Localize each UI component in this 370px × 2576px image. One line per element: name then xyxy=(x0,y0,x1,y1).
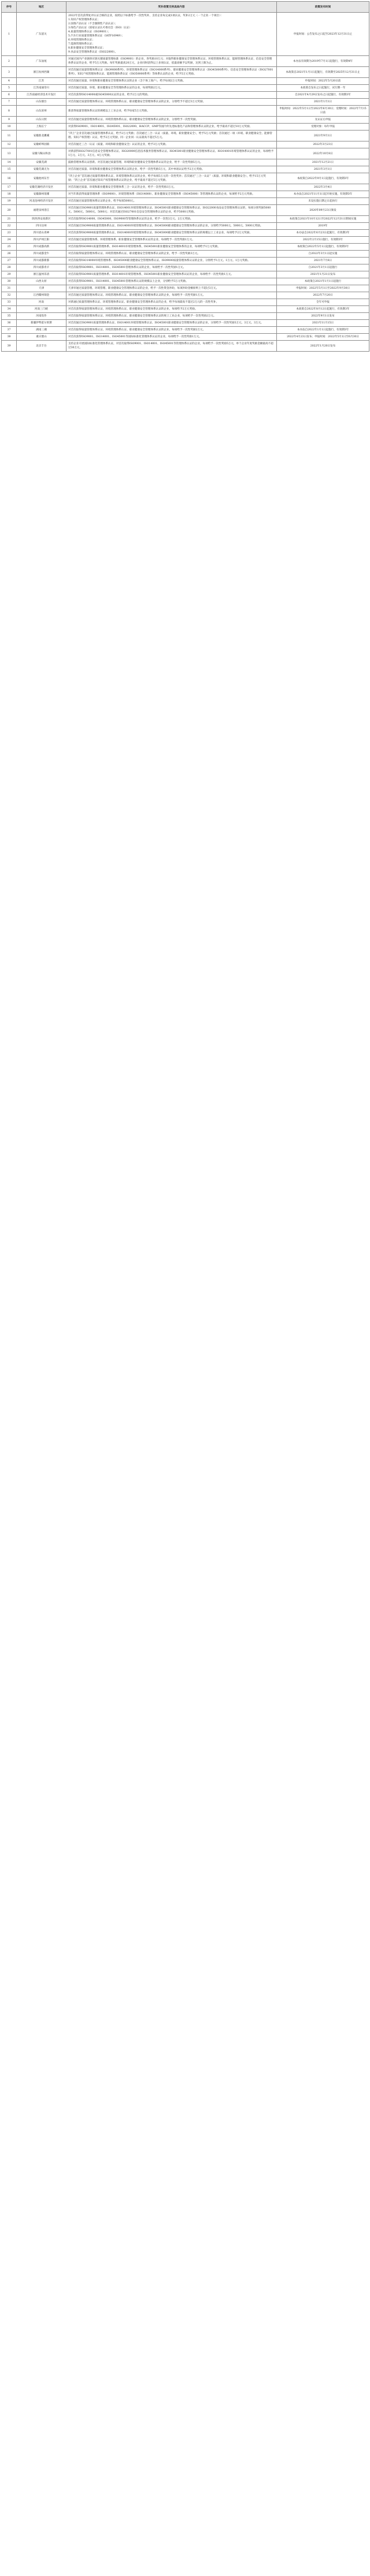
table-row xyxy=(2,184,369,191)
row-region: 广东汕尾 xyxy=(17,56,66,67)
row-content xyxy=(66,106,277,117)
row-number: 7 xyxy=(2,99,17,106)
content-line: 对首次取得质量管理体系认证、环境管理体系认证、职业健康安全管理体系认证的企业，给予一次性奖励3万元。 xyxy=(68,252,201,255)
table-row xyxy=(2,299,369,306)
row-time: 申报时间：公告发布之日起至2023年12月31日止 xyxy=(277,13,369,56)
content-line: 对首次通过质量管理体系认证的企业，给予每项5000元。 xyxy=(68,200,136,203)
row-time: 全年可申报 xyxy=(277,299,369,306)
table-row xyxy=(2,306,369,313)
row-time: 本政策自2021年10月12日至2022年12月31日期间实施 xyxy=(277,216,369,223)
content-line: 对首次通过质量、环境和职业健康安全管理体系三合一认证的企业，给予一次性奖励3万元。 xyxy=(68,186,176,189)
row-region: 新疆伊犁霍尔果斯 xyxy=(17,320,66,327)
row-number: 5 xyxy=(2,85,17,92)
row-number: 12 xyxy=(2,141,17,148)
content-line: 对首次通过质量、环境和职业健康安全管理体系认证的企业，给予一次性奖励5万元，其中单项认证给予2万元奖励。 xyxy=(68,168,205,171)
content-line: 6.环境管理体系认证； xyxy=(68,39,95,42)
row-content xyxy=(66,191,277,198)
table-row xyxy=(2,258,369,264)
row-number: 34 xyxy=(2,306,17,313)
row-region: 山东日照 xyxy=(17,117,66,124)
row-time: 2021年11月15日 xyxy=(277,320,369,327)
row-region: 福建泉州洛江 xyxy=(17,205,66,216)
content-line: 对当年新获得质量管理体系（ISO9000）、环境管理体系（ISO14000）、职业健康安全管理体系（ISO45000）等管理体系认证的企业，每项给予2万元奖励。 xyxy=(68,193,255,196)
row-number: 16 xyxy=(2,173,17,184)
row-number: 37 xyxy=(2,327,17,334)
row-number: 19 xyxy=(2,198,17,205)
row-content xyxy=(66,292,277,299)
content-line: 天津市通过质量管理、环境管理、职业健康安全管理体系认证的企业，给予一次性资金补助，每项补助金额原则上不超过3万元。 xyxy=(68,287,219,290)
row-region: 安徽芜湖经济开发区 xyxy=(17,184,66,191)
content-line: 对首次通过三合一认证（质量、环境和职业健康安全）认证的企业，给予3万元奖励。 xyxy=(68,143,168,146)
row-time: 本政策自2021年1月1日起施行，有效期至2025年12月31日止 xyxy=(277,67,369,78)
row-region: 江苏南通崇川 xyxy=(17,85,66,92)
content-line: 对首次通过质量管理体系认证（ISO9000系列）、环境管理体系认证（ISO14000系列）、职业健康安全管理体系认证（ISO45000系列）、信息安全管理体系认证（ISO27001系列）、知识产权管理体系认证、能源管理体系认证（ISO50000系列）等体系认证的企业，给予5万元奖励。 xyxy=(68,69,273,76)
row-region: 山东烟台 xyxy=(17,99,66,106)
row-time: 申报时间：2022年5月1日至2022年9月30日 xyxy=(277,285,369,292)
content-line: 2.国推产品认证（不含强制性产品认证）； xyxy=(68,23,117,25)
row-time: 本政策自2022年9月1日起施行，有效期3年 xyxy=(277,173,369,184)
row-time: 2021年9月1日 xyxy=(277,131,369,141)
row-number: 28 xyxy=(2,264,17,271)
row-number: 25 xyxy=(2,244,17,251)
content-line: 对新获得ISO27001信息安全管理体系认证、ISO20000信息技术服务管理体系认证、ISO45001职业健康安全管理体系认证、ISO14001环境管理体系认证的企业，每项给予1万元、2万元、3万元、4万元奖励。 xyxy=(68,150,274,157)
content-line: 对首次获得ISO9001、ISO14001、ISO45001等国际标准化管理体系认证的企业，每项给予一次性奖励1万元。 xyxy=(68,335,202,338)
row-content xyxy=(66,159,277,166)
content-line: 对首次通过ISO9000质量管理体系认证、ISO14000环境管理体系认证、ISO45000职业健康安全管理体系认证的企业，分别给予5000元、5000元、5000元奖励。 xyxy=(68,225,263,228)
row-number: 14 xyxy=(2,159,17,166)
row-region: 安徽芜湖无为 xyxy=(17,166,66,173)
row-content xyxy=(66,173,277,184)
table-row xyxy=(2,230,369,237)
table-row xyxy=(2,285,369,292)
row-time: 本办法自2022年6月23日起施行，有效期3年 xyxy=(277,230,369,237)
row-region: 河南焦作 xyxy=(17,313,66,320)
table-row xyxy=(2,99,369,106)
row-time: 2022年3月23日 xyxy=(277,141,369,148)
row-time: 2021年12月21日 xyxy=(277,159,369,166)
table-row xyxy=(2,223,369,230)
row-content xyxy=(66,313,277,320)
table-row xyxy=(2,141,369,148)
table-row xyxy=(2,264,369,271)
row-region: 天津 xyxy=(17,285,66,292)
row-time: 先认证后申报 xyxy=(277,117,369,124)
table-row xyxy=(2,198,369,205)
content-line: 对新通过质量管理体系认证、环境管理体系认证、职业健康安全管理体系认证的企业，给予每项最高不超过2万元的一次性奖补。 xyxy=(68,301,219,304)
row-time: 2022年10月8日 xyxy=(277,148,369,159)
content-line: 对通过国内产业链供应链关键质量管理标准（ISO9001）的企业，各奖励10万元；对取得职业健康安全管理体系认证、环境管理体系认证、能源管理体系认证、信息安全管理体系认证的企业，给予5万元奖励。每年奖励最高20万元，企业同时获得以上多项认证，依最高额予以奖励，达到上限为止。 xyxy=(68,58,272,65)
table-row xyxy=(2,85,369,92)
row-number: 8 xyxy=(2,106,17,117)
row-content xyxy=(66,237,277,244)
row-time: 2019年 xyxy=(277,223,369,230)
row-number: 39 xyxy=(2,341,17,352)
row-region: 北京丰台 xyxy=(17,341,66,352)
row-content xyxy=(66,223,277,230)
row-region: 四川成都青羊 xyxy=(17,264,66,271)
row-region: 重庆璧山 xyxy=(17,334,66,341)
table-row xyxy=(2,56,369,67)
row-region: 安徽蚌埠固镇 xyxy=(17,141,66,148)
row-number: 10 xyxy=(2,124,17,131)
row-number: 35 xyxy=(2,313,17,320)
header-region: 地区 xyxy=(17,2,66,13)
content-line: 对首次获得ISO14000或ISO45000认证的企业，给予2万元的奖励。 xyxy=(68,94,150,96)
table-row xyxy=(2,124,369,131)
row-number: 27 xyxy=(2,258,17,264)
row-region: 陕西西安高新区 xyxy=(17,216,66,223)
content-line: 对首次取得质量管理体系认证、环境管理体系认证、职业健康安全管理体系认证的企业，每项给予一次性奖励2万元。 xyxy=(68,329,206,331)
row-number: 11 xyxy=(2,131,17,141)
row-number: 1 xyxy=(2,13,17,56)
row-content xyxy=(66,299,277,306)
table-row xyxy=(2,237,369,244)
row-content xyxy=(66,341,277,352)
content-line: 对首次通过质量管理体系认证、环境管理体系认证、职业健康安全管理体系认证的企业，分别给予一次性奖励。 xyxy=(68,118,199,121)
table-body xyxy=(2,13,369,352)
row-number: 22 xyxy=(2,223,17,230)
table-row xyxy=(2,106,369,117)
row-time: 2022年4月23日发布；申报时间：2022年5月1日至6月30日 xyxy=(277,334,369,341)
row-time: 本办法自2021年11月1日起开始实施，有效期3年 xyxy=(277,191,369,198)
row-content xyxy=(66,117,277,124)
row-number: 26 xyxy=(2,251,17,258)
content-line: 对首次通过ISO9001质量管理体系认证、ISO14001环境管理体系认证、ISO45001职业健康安全管理体系认证、ISO22000食品安全管理体系认证的，每项分别奖励5000元、5000元、5000元、5000元；对首次通过ISO27001信息安全管理体系认证的企业，给予5000元奖励。 xyxy=(68,207,271,214)
row-time: 本政策自2021年1月1日起施行 xyxy=(277,278,369,285)
row-content xyxy=(66,67,277,78)
row-number: 13 xyxy=(2,148,17,159)
row-content xyxy=(66,205,277,216)
row-region: 安徽滁州琅琊 xyxy=(17,191,66,198)
table-row xyxy=(2,159,369,166)
table-row xyxy=(2,148,369,159)
row-region: 安徽芜湖 xyxy=(17,159,66,166)
row-content xyxy=(66,184,277,191)
row-region: 江西赣州瑞金 xyxy=(17,292,66,299)
table-row xyxy=(2,271,369,278)
row-number: 9 xyxy=(2,117,17,124)
row-region: 四川成都高新 xyxy=(17,244,66,251)
content-line: 对首次获得ISO9001、ISO14001、ISO45001管理体系认证的规模以上企业，分别给予5万元奖励。 xyxy=(68,280,188,283)
policy-table xyxy=(1,1,369,352)
content-line: 8.职业健康安全管理体系认证； xyxy=(68,47,106,50)
row-content xyxy=(66,124,277,131)
row-time: 2021年3月1日 xyxy=(277,166,369,173)
row-content xyxy=(66,285,277,292)
table-row xyxy=(2,13,369,56)
row-time: 申报时间：2022年5月20日前 xyxy=(277,78,369,85)
row-region: 山东滨州 xyxy=(17,106,66,117)
table-row xyxy=(2,341,369,352)
row-time: 2021年7月6日 xyxy=(277,258,369,264)
table-row xyxy=(2,166,369,173)
table-row xyxy=(2,334,369,341)
row-region: 江苏 xyxy=(17,78,66,85)
row-content xyxy=(66,148,277,159)
row-region: 河北沧州经济开发区 xyxy=(17,198,66,205)
row-number: 33 xyxy=(2,299,17,306)
row-number: 4 xyxy=(2,78,17,85)
row-region: 浙江杭州西湖 xyxy=(17,67,66,78)
row-region: 湖南三湘 xyxy=(17,327,66,334)
content-line: 对首次获得质量管理体系认证、环境管理体系认证、职业健康安全管理体系认证的企业，每项给予2万元奖励。 xyxy=(68,308,198,311)
row-region: 上海长宁 xyxy=(17,124,66,131)
header-content: 奖补政策支持具体内容 xyxy=(66,2,277,13)
table-row xyxy=(2,278,369,285)
row-time: 2020年09月23日颁发 xyxy=(277,205,369,216)
row-number: 32 xyxy=(2,292,17,299)
header-no: 序号 xyxy=(2,2,17,13)
row-content xyxy=(66,327,277,334)
content-line: 对首次取得ISO14000、ISO45000、ISO9000等管理体系认证的企业，给予一次性3万元、2万元奖励。 xyxy=(68,218,193,221)
row-region: 四川成都新都 xyxy=(17,258,66,264)
row-time: 本办法自2022年1月1日起施行，有效期3年 xyxy=(277,327,369,334)
row-number: 3 xyxy=(2,67,17,78)
row-number: 24 xyxy=(2,237,17,244)
content-line: 9.食品安全管理体系认证（ISO22000）。 xyxy=(68,51,118,54)
table-row xyxy=(2,131,369,141)
row-content xyxy=(66,141,277,148)
content-line: 对首次通过质量、环境和职业健康安全管理体系认证的企业（含个体工商户），给予每项2万元奖励。 xyxy=(68,80,186,83)
content-line: 1.知识产权管理体系认证； xyxy=(68,18,100,21)
row-number: 15 xyxy=(2,166,17,173)
row-content xyxy=(66,216,277,223)
row-time: 2022年2月15日施行，有效期3年 xyxy=(277,237,369,244)
content-line: 对首次获得ISO9000质量管理体系认证、ISO14000环境管理体系认证、ISO45000职业健康安全管理体系认证的规模以上工业企业，每项给予2万元奖励。 xyxy=(68,232,253,234)
row-region: 安徽池州东至 xyxy=(17,173,66,184)
row-number: 17 xyxy=(2,184,17,191)
table-row xyxy=(2,320,369,327)
row-time: 自2021年3月1日起施行 xyxy=(277,264,369,271)
row-time: 本政策自2022年8月12日起施行，有效期3年 xyxy=(277,306,369,313)
row-time: 2022年3月4日 xyxy=(277,184,369,191)
row-time: 自2022年3月1日起实施 xyxy=(277,251,369,258)
row-time: 自2021年4月29日发布之日起施行，有效期3年 xyxy=(277,92,369,99)
row-time: 本政策自2022年5月1日起施行，有效期3年 xyxy=(277,244,369,251)
row-time: 本政策自发布之日起施行，试行期一年 xyxy=(277,85,369,92)
row-number: 2 xyxy=(2,56,17,67)
row-number: 31 xyxy=(2,285,17,292)
row-content xyxy=(66,198,277,205)
row-content xyxy=(66,306,277,313)
row-content xyxy=(66,99,277,106)
content-line: 支持企业开展国际标准化管理体系认证，对首次取得ISO9001、ISO14001、ISO45001等管理体系认证的企业，每项给予一次性奖励5万元，单个企业年度奖励金额最高不超过30万元。 xyxy=(68,342,273,349)
row-time: 本办法有效期为2019年7月1日起施行，有效期4年 xyxy=(277,56,369,67)
row-content xyxy=(66,13,277,56)
table-row xyxy=(2,251,369,258)
content-line: 3.绿色产品认证（国家认证认可委员会（ISO）认证） xyxy=(68,27,132,29)
row-content xyxy=(66,166,277,173)
table-row xyxy=(2,78,369,85)
row-time: 2022年7月20日 xyxy=(277,292,369,299)
content-line: 对首次通过质量管理体系、环境管理体系、职业健康安全管理体系认证的企业，每项给予一次性奖励1万元。 xyxy=(68,238,195,241)
content-line: 5.汽车行业质量管理体系认证（IATF16949）； xyxy=(68,35,124,38)
content-line: 对首次通过质量、环境、职业健康安全等管理体系认证的企业，每项奖励2万元。 xyxy=(68,87,163,90)
row-content xyxy=(66,334,277,341)
table-row xyxy=(2,117,369,124)
table-row xyxy=(2,191,369,198)
table-row xyxy=(2,92,369,99)
content-line: 2022年首次获得复评认证合格的企业，按照以下标准给予一次性奖补，支持企业每完成1项认证，奖补2万元（一个企业一个项目）： xyxy=(68,14,223,17)
table-row xyxy=(2,216,369,223)
table-row xyxy=(2,67,369,78)
row-region: 四川泸州江阳 xyxy=(17,237,66,244)
row-content xyxy=(66,92,277,99)
row-number: 21 xyxy=(2,216,17,223)
row-region: 广东韶关 xyxy=(17,13,66,56)
row-number: 20 xyxy=(2,205,17,216)
content-line: 4.质量管理体系认证（ISO9001）； xyxy=(68,31,111,33)
row-region: 江苏南通经济技术开发区 xyxy=(17,92,66,99)
row-content xyxy=(66,56,277,67)
content-line: 7.能源管理体系认证； xyxy=(68,43,95,46)
content-line: “四上企业”首次通过质量管理体系认证、环境管理体系认证的企业，给予每项5万元的一次性奖补；首次通过“三合一认证”（质量、环境和职业健康安全），给予15万元奖励；“四上企业”首次通过知识产权管理体系认证的企业，给予最高不超过5万元奖励。 xyxy=(68,175,267,182)
row-content xyxy=(66,271,277,278)
row-time: 受理对象：每年申报 xyxy=(277,124,369,131)
content-line: “四上”企业首次通过质量管理体系认证，给予2万元奖励；首次通过三合一认证（质量、环境、职业健康安全），给予5万元奖励；首次通过一项（环境、职业健康安全、能源管理、知识产权管理）认证，给予2万元奖励，同一企业同一认证最高不超过5万元。 xyxy=(68,132,272,139)
row-content xyxy=(66,85,277,92)
row-time: 申报时间：2022年5月1日至2022年6月30日；受理时间：2022年7月15日前 xyxy=(277,106,369,117)
table-row xyxy=(2,292,369,299)
row-number: 23 xyxy=(2,230,17,237)
table-row xyxy=(2,244,369,251)
content-line: 对获得ISO9001、ISO14001、ISO45001、ISO22000、HACCP、GMP等国内外先进标准化产品和管理体系认证的企业，给予最高不超过10万元奖励。 xyxy=(68,125,253,128)
row-content xyxy=(66,258,277,264)
row-content xyxy=(66,78,277,85)
row-time: 2021年1月1日 xyxy=(277,99,369,106)
row-region: 河南三门峡 xyxy=(17,306,66,313)
row-number: 38 xyxy=(2,334,17,341)
row-region: 浙江温州乐清 xyxy=(17,271,66,278)
row-number: 30 xyxy=(2,278,17,285)
table-row xyxy=(2,205,369,216)
row-time: 2022年1月20日发布 xyxy=(277,341,369,352)
content-line: 对首次通过质量管理体系认证、环境管理体系认证、职业健康安全管理体系认证的企业，分别给予不超过3万元奖励。 xyxy=(68,100,206,103)
content-line: 对首次通过ISO9001质量管理体系认证、ISO14001环境管理体系认证、ISO45001职业健康安全管理体系认证的企业，分别给予一次性奖励3万元、3万元、3万元。 xyxy=(68,322,264,325)
content-line: 对首次取得质量管理体系认证、环境管理体系认证、职业健康安全管理体系认证的规上工业企业，每项给予一次性奖励2万元。 xyxy=(68,315,216,318)
table-row xyxy=(2,327,369,334)
row-time: 未设实施日期之日起执行 xyxy=(277,198,369,205)
content-line: 对首次取得ISO14000环境管理体系、ISO45000职业健康安全管理体系认证、ISO9000质量管理体系认证的企业，分别给予1万元、1万元、1万元奖励。 xyxy=(68,259,250,262)
row-region: 四川眉山青神 xyxy=(17,230,66,237)
table-row xyxy=(2,313,369,320)
row-number: 36 xyxy=(2,320,17,327)
table-header-row xyxy=(2,2,369,13)
row-region: 山西太原 xyxy=(17,278,66,285)
header-time: 政策发布时间 xyxy=(277,2,369,13)
row-content xyxy=(66,244,277,251)
table-row xyxy=(2,173,369,184)
row-region: 河南 xyxy=(17,299,66,306)
content-line: 对首次取得ISO9001质量管理体系、ISO14001环境管理体系、ISO45001职业健康安全管理体系的企业，每项给予1万元奖励。 xyxy=(68,245,220,248)
row-region: 安徽淮北濉溪 xyxy=(17,131,66,141)
row-content xyxy=(66,320,277,327)
content-line: 对首次取得ISO9001、ISO14001、ISO45001管理体系认证的企业，每项给予一次性奖励1万元。 xyxy=(68,266,186,269)
row-number: 6 xyxy=(2,92,17,99)
row-content xyxy=(66,230,277,237)
row-number: 18 xyxy=(2,191,17,198)
row-time: 2022年9月1日发布 xyxy=(277,313,369,320)
content-line: 新获得质量管理体系认证的规模以上工业企业，给予每家5万元奖励。 xyxy=(68,109,150,113)
row-content xyxy=(66,264,277,271)
row-number: 29 xyxy=(2,271,17,278)
row-content xyxy=(66,251,277,258)
content-line: 对首次通过质量管理体系认证、环境管理体系认证、职业健康安全管理体系认证的企业，每项给予一次性奖励1万元。 xyxy=(68,294,206,297)
row-region: 四川达州 xyxy=(17,223,66,230)
content-line: 鼓励管理体系认证创新。对首次通过质量管理、环境和职业健康安全管理体系认证的企业，给予一次性奖励5万元。 xyxy=(68,161,203,164)
row-time: 2021年1月21日发布 xyxy=(277,271,369,278)
row-region: 四川成都金牛 xyxy=(17,251,66,258)
row-content xyxy=(66,278,277,285)
row-region: 安徽马鞍山和县 xyxy=(17,148,66,159)
content-line: 对首次取得ISO9001质量管理体系、ISO14001环境管理体系、ISO45001职业健康安全管理体系认证的企业，每项给予一次性奖励1万元。 xyxy=(68,273,234,276)
row-content xyxy=(66,131,277,141)
